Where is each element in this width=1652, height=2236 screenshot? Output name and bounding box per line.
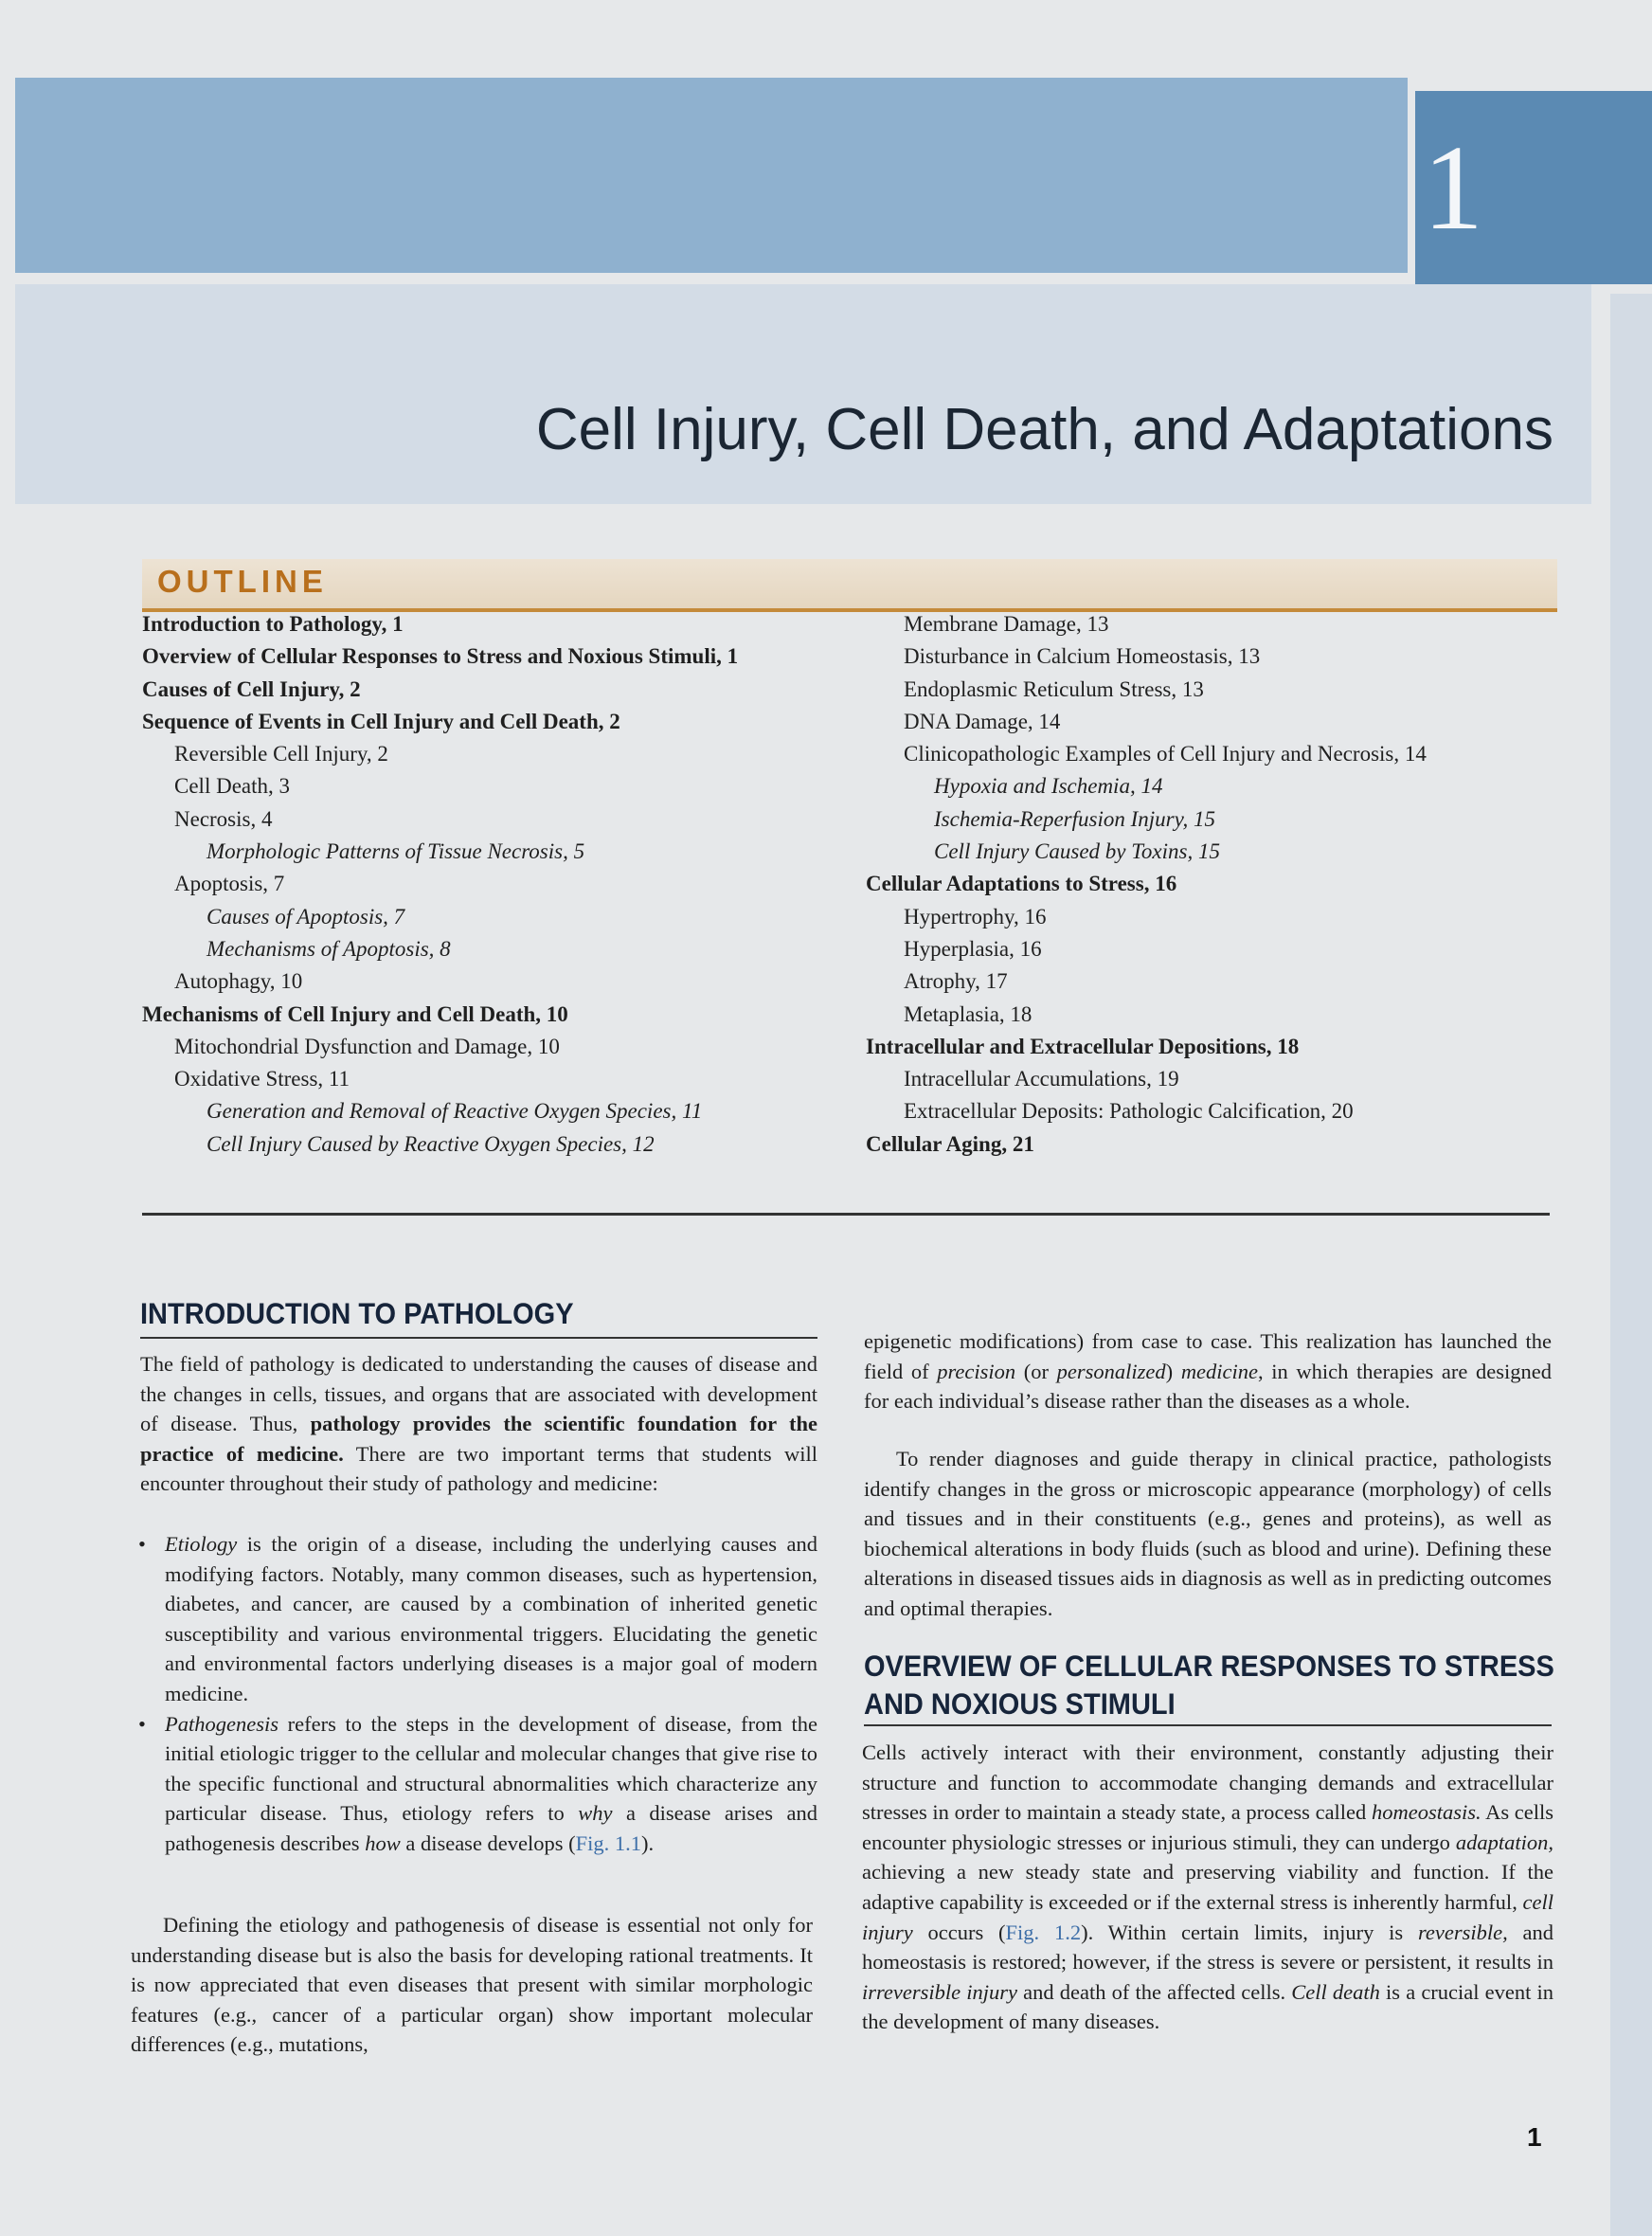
- outline-entry[interactable]: Disturbance in Calcium Homeostasis, 13: [904, 644, 1261, 669]
- chapter-number-box: [1415, 91, 1652, 284]
- outline-entry[interactable]: Cell Injury Caused by Toxins, 15: [934, 839, 1220, 864]
- outline-entry[interactable]: Extracellular Deposits: Pathologic Calcification, 20: [904, 1099, 1354, 1124]
- outline-entry[interactable]: Membrane Damage, 13: [904, 612, 1109, 636]
- figure-1-2-link[interactable]: Fig. 1.2: [1005, 1920, 1082, 1944]
- how-word: how: [365, 1830, 401, 1855]
- intro-heading: INTRODUCTION TO PATHOLOGY: [140, 1298, 574, 1331]
- intro-term-list: [138, 1529, 817, 1859]
- intro-paragraph-4: To render diagnoses and guide therapy in clinical practice, pathologists identify changes in the gross or microscopic appearance (morphology) of cells and tissues and in their constituents (e.g., genes and proteins), as well as biochemical alterations in body fluids (such as blood and urine). Defining these alterations in diseased tissues aids in diagnosis as well as in predicting outcomes and optimal therapies.: [864, 1447, 1552, 1620]
- outline-divider: [142, 1213, 1550, 1216]
- outline-entry[interactable]: Mechanisms of Cell Injury and Cell Death, 10: [142, 1001, 568, 1026]
- outline-entry[interactable]: Cell Injury Caused by Reactive Oxygen Species, 12: [206, 1131, 655, 1156]
- why-word: why: [578, 1801, 613, 1826]
- outline-header: [142, 559, 1557, 612]
- intro-p3-text-d: , in which therapies are designed for each individual’s disease rather than the diseases as a whole.: [864, 1359, 1552, 1414]
- outline-entry[interactable]: Autophagy, 10: [174, 969, 303, 994]
- intro-p3-text-a: epigenetic modifications) from case to case. This realization has launched the field of: [864, 1329, 1552, 1383]
- medicine-word: medicine: [1180, 1359, 1259, 1383]
- overview-heading-line-1: OVERVIEW OF CELLULAR RESPONSES TO STRESS: [864, 1650, 1554, 1684]
- pathogenesis-text-b: a disease arises and pathogenesis describes: [165, 1801, 817, 1855]
- outline-entry[interactable]: Endoplasmic Reticulum Stress, 13: [904, 676, 1204, 701]
- intro-heading-rule: [140, 1337, 817, 1339]
- pathogenesis-text-a: refers to the steps in the development of disease, from the initial etiologic trigger to the cellular and molecular changes that give rise to the specific functional and structural abnormalities which characterize any particular disease. Thus, etiology refers to: [165, 1711, 817, 1826]
- outline-entry[interactable]: Introduction to Pathology, 1: [142, 612, 404, 636]
- outline-entry[interactable]: Reversible Cell Injury, 2: [174, 742, 388, 766]
- outline-entry[interactable]: Atrophy, 17: [904, 969, 1008, 994]
- outline-entry[interactable]: Hypoxia and Ischemia, 14: [934, 774, 1163, 799]
- pathogenesis-text-c: a disease develops (: [400, 1830, 576, 1855]
- etiology-bullet: [138, 1529, 817, 1709]
- outline-entry[interactable]: Metaplasia, 18: [904, 1001, 1032, 1026]
- outline-entry[interactable]: Intracellular Accumulations, 19: [904, 1067, 1179, 1091]
- overview-heading-rule: [864, 1724, 1552, 1726]
- overview-text-6: and homeostasis is restored; however, if the stress is severe or persistent, it results in: [862, 1920, 1554, 1975]
- outline-right-column: [866, 608, 1427, 1161]
- outline-entry[interactable]: Intracellular and Extracellular Depositions, 18: [866, 1034, 1300, 1058]
- chapter-title-band: [15, 284, 1591, 504]
- etiology-term: Etiology: [165, 1532, 238, 1556]
- overview-heading-line-2: AND NOXIOUS STIMULI: [864, 1688, 1176, 1722]
- etiology-definition: is the origin of a disease, including the underlying causes and modifying factors. Notably, many common diseases, such as hypertension, diabetes, and cancer, are caused by a combination of inherited genetic susceptibility and various environmental triggers. Elucidating the genetic and environmental factors underlying diseases is a major goal of modern medicine.: [165, 1532, 817, 1705]
- outline-entry[interactable]: Cellular Adaptations to Stress, 16: [866, 872, 1177, 896]
- outline-entry[interactable]: Causes of Apoptosis, 7: [206, 904, 405, 929]
- outline-entry[interactable]: Mitochondrial Dysfunction and Damage, 10: [174, 1034, 560, 1058]
- overview-text-5: ). Within certain limits, injury is: [1081, 1920, 1418, 1944]
- outline-label: OUTLINE: [157, 564, 328, 599]
- overview-text-4: occurs (: [912, 1920, 1006, 1944]
- cell-death-word: Cell death: [1291, 1979, 1380, 2004]
- overview-text-8: is a crucial event in the development of many diseases.: [862, 1979, 1554, 2034]
- pathogenesis-text-d: ).: [641, 1830, 655, 1855]
- page-number: 1: [1527, 2122, 1542, 2152]
- chapter-title: Cell Injury, Cell Death, and Adaptations: [535, 397, 1553, 462]
- overview-text-2: As cells encounter physiologic stresses or injurious stimuli, they can undergo: [862, 1800, 1553, 1854]
- outline-entry[interactable]: Ischemia-Reperfusion Injury, 15: [934, 806, 1216, 831]
- page-edge-strip: [1610, 294, 1652, 2236]
- outline-entry[interactable]: Cell Death, 3: [174, 774, 290, 799]
- outline-entry[interactable]: Causes of Cell Injury, 2: [142, 676, 361, 701]
- personalized-word: personalized: [1056, 1359, 1166, 1383]
- cell-injury-word: cell injury: [862, 1889, 1553, 1944]
- intro-p1-text-b: There are two important terms that students will encounter throughout their study of pathology and medicine:: [140, 1441, 817, 1496]
- outline-entry[interactable]: DNA Damage, 14: [904, 709, 1061, 733]
- overview-text-7: and death of the affected cells.: [1017, 1979, 1292, 2004]
- outline-entry[interactable]: Hyperplasia, 16: [904, 936, 1042, 961]
- outline-entry[interactable]: Morphologic Patterns of Tissue Necrosis, 5: [206, 839, 585, 864]
- homeostasis-word: homeostasis.: [1371, 1800, 1481, 1825]
- adaptation-word: adaptation,: [1455, 1830, 1553, 1854]
- outline-entry[interactable]: Overview of Cellular Responses to Stress and Noxious Stimuli, 1: [142, 644, 739, 669]
- outline-entry[interactable]: Mechanisms of Apoptosis, 8: [206, 936, 451, 961]
- outline-entry[interactable]: Apoptosis, 7: [174, 872, 285, 896]
- intro-p3-text-c: ): [1165, 1359, 1181, 1383]
- reversible-word: reversible,: [1417, 1920, 1508, 1944]
- figure-1-1-link[interactable]: Fig. 1.1: [575, 1830, 642, 1855]
- precision-word: precision: [937, 1359, 1016, 1383]
- outline-left-column: [142, 608, 738, 1161]
- outline-entry[interactable]: Generation and Removal of Reactive Oxygen Species, 11: [206, 1099, 703, 1124]
- pathogenesis-bullet: [138, 1709, 817, 1859]
- outline-entry[interactable]: Necrosis, 4: [174, 806, 273, 831]
- intro-paragraph-2: Defining the etiology and pathogenesis of disease is essential not only for understanding disease but is also the basis for developing rational treatments. It is now appreciated that even diseases that present with similar morphologic features (e.g., cancer of a particular organ) show important molecular differences (e.g., mutations,: [131, 1913, 813, 2057]
- outline-entry[interactable]: Hypertrophy, 16: [904, 904, 1047, 929]
- chapter-header-band: [15, 78, 1408, 273]
- overview-heading: [864, 1649, 1554, 1724]
- outline-entry[interactable]: Clinicopathologic Examples of Cell Injury and Necrosis, 14: [904, 742, 1427, 766]
- intro-p1-bold: pathology provides the scientific foundation for the practice of medicine.: [140, 1412, 817, 1466]
- outline-entry[interactable]: Oxidative Stress, 11: [174, 1067, 350, 1091]
- intro-paragraph-1: [140, 1349, 817, 1499]
- intro-p1-text-a: The field of pathology is dedicated to understanding the causes of disease and the changes in cells, tissues, and organs that are associated with development of disease. Thus,: [140, 1352, 817, 1436]
- overview-paragraph: [862, 1738, 1553, 2037]
- outline-entry[interactable]: Sequence of Events in Cell Injury and Cell Death, 2: [142, 709, 620, 733]
- overview-text-1: Cells actively interact with their environment, constantly adjusting their structure and function to accommodate changing demands and extracellular stresses in order to maintain a steady state, a process called: [862, 1740, 1553, 1825]
- pathogenesis-term: Pathogenesis: [165, 1711, 278, 1736]
- intro-p3-text-b: (or: [1015, 1359, 1057, 1383]
- overview-text-3: achieving a new steady state and preserving viability and function. If the adaptive capability is exceeded or if the external stress is inherently harmful,: [862, 1860, 1553, 1914]
- chapter-number: 1: [1423, 120, 1483, 255]
- outline-entry[interactable]: Cellular Aging, 21: [866, 1131, 1034, 1156]
- intro-paragraph-3: [864, 1326, 1552, 1416]
- irreversible-injury-word: irreversible injury: [862, 1979, 1018, 2004]
